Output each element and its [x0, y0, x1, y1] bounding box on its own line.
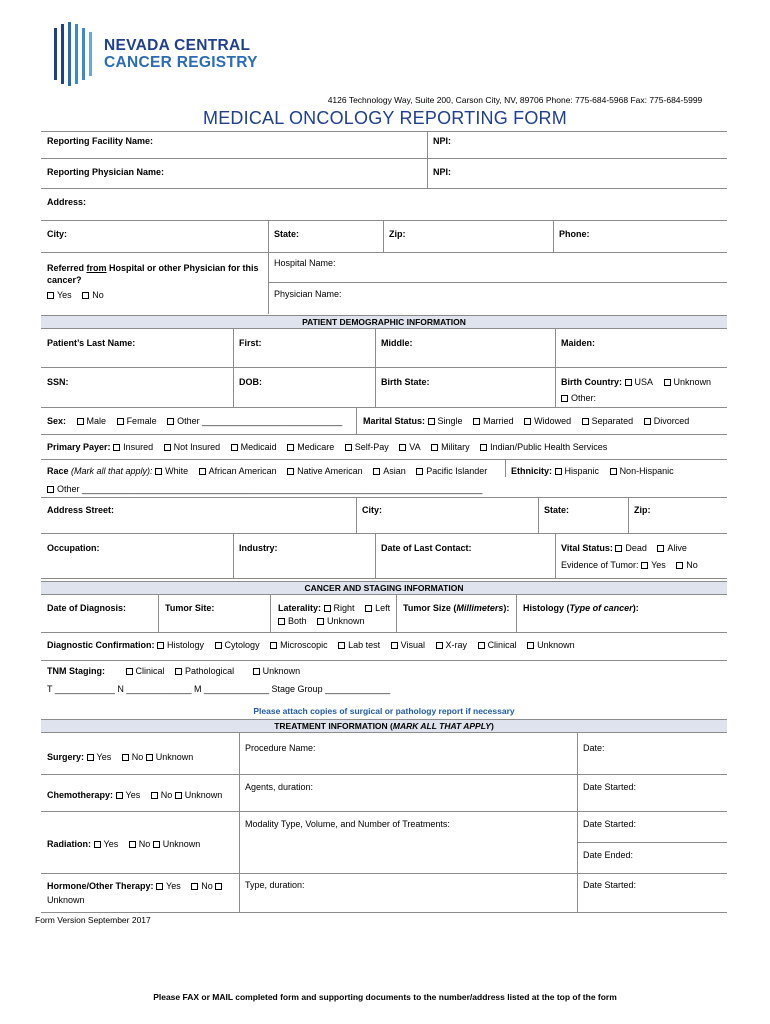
referred-question: Referred from Hospital or other Physician for this	[47, 263, 259, 273]
radiation-row: Radiation: Yes No Unknown	[47, 839, 201, 849]
surgery-date-label: Date:	[583, 743, 605, 753]
last-name-label: Patient’s Last Name:	[47, 338, 136, 348]
hospital-name-label: Hospital Name:	[274, 258, 336, 268]
surgery-row: Surgery: Yes No Unknown	[47, 752, 194, 762]
tnm-line: T ____________ N _____________ M _____________ Stage Group _____________	[47, 684, 391, 694]
address-street-label: Address Street:	[47, 505, 115, 515]
hormone-unknown-label: Unknown	[47, 895, 85, 905]
logo-line1: NEVADA CENTRAL	[104, 37, 251, 54]
radiation-date-started-label: Date Started:	[583, 819, 637, 829]
facility-name-label: Reporting Facility Name:	[47, 136, 154, 146]
payer-medicaid-checkbox[interactable]	[231, 444, 238, 451]
hormone-unknown-checkbox[interactable]	[215, 883, 222, 890]
laterality-unknown-checkbox[interactable]	[317, 618, 324, 625]
confirm-clinical-checkbox[interactable]	[478, 642, 485, 649]
patient-zip-label: Zip:	[634, 505, 651, 515]
last-contact-label: Date of Last Contact:	[381, 543, 472, 553]
registry-logo	[52, 20, 282, 90]
marital-single-checkbox[interactable]	[428, 418, 435, 425]
tumor-size-label: Tumor Size (Millimeters):	[403, 603, 510, 613]
birth-country-row: Birth Country: USA Unknown	[561, 377, 712, 387]
form-title: MEDICAL ONCOLOGY REPORTING FORM	[203, 108, 567, 128]
marital-married-checkbox[interactable]	[473, 418, 480, 425]
radiation-unknown-checkbox[interactable]	[153, 841, 160, 848]
referred-yes-checkbox[interactable]	[47, 292, 54, 299]
patient-state-label: State:	[544, 505, 570, 515]
marital-row: Marital Status: Single Married Widowed Separated Divorced	[363, 416, 690, 426]
confirm-unknown-checkbox[interactable]	[527, 642, 534, 649]
surgery-no-checkbox[interactable]	[122, 754, 129, 761]
occupation-label: Occupation:	[47, 543, 100, 553]
surgery-yes-checkbox[interactable]	[87, 754, 94, 761]
confirm-visual-checkbox[interactable]	[391, 642, 398, 649]
hormone-yes-checkbox[interactable]	[156, 883, 163, 890]
diagnostic-confirmation-row: Diagnostic Confirmation: Histology Cytology Microscopic Lab test Visual X-ray Clinical Unknown	[47, 640, 575, 650]
country-unknown-checkbox[interactable]	[664, 379, 671, 386]
chemo-row: Chemotherapy: Yes No Unknown	[47, 790, 223, 800]
tnm-unknown-checkbox[interactable]	[253, 668, 260, 675]
laterality-both-checkbox[interactable]	[278, 618, 285, 625]
chemo-yes-checkbox[interactable]	[116, 792, 123, 799]
marital-divorced-checkbox[interactable]	[644, 418, 651, 425]
attach-note: Please attach copies of surgical or pathology report if necessary	[253, 706, 515, 716]
type-duration-label: Type, duration:	[245, 880, 305, 890]
radiation-date-ended-label: Date Ended:	[583, 850, 634, 860]
referred-question-2: cancer?	[47, 275, 82, 285]
surgery-unknown-checkbox[interactable]	[146, 754, 153, 761]
vital-dead-checkbox[interactable]	[615, 545, 622, 552]
sex-female-checkbox[interactable]	[117, 418, 124, 425]
payer-selfpay-checkbox[interactable]	[345, 444, 352, 451]
laterality-row-2: Both Unknown	[278, 616, 365, 627]
payer-not-insured-checkbox[interactable]	[164, 444, 171, 451]
laterality-right-checkbox[interactable]	[324, 605, 331, 612]
footer-instruction: Please FAX or MAIL completed form and supporting documents to the number/address listed at the top of the form	[153, 992, 617, 1002]
first-name-label: First:	[239, 338, 262, 348]
procedure-name-label: Procedure Name:	[245, 743, 316, 753]
vital-alive-checkbox[interactable]	[657, 545, 664, 552]
phone-label: Phone:	[559, 229, 590, 239]
marital-separated-checkbox[interactable]	[582, 418, 589, 425]
evidence-yes-checkbox[interactable]	[641, 562, 648, 569]
confirm-cytology-checkbox[interactable]	[215, 642, 222, 649]
confirm-histology-checkbox[interactable]	[157, 642, 164, 649]
evidence-row: Evidence of Tumor: Yes No	[561, 560, 698, 570]
npi-label-2: NPI:	[433, 167, 451, 177]
chemo-no-checkbox[interactable]	[151, 792, 158, 799]
maiden-name-label: Maiden:	[561, 338, 596, 348]
treatment-band: TREATMENT INFORMATION (MARK ALL THAT APPLY)	[41, 719, 727, 733]
referring-physician-label: Physician Name:	[274, 289, 342, 299]
ssn-label: SSN:	[47, 377, 69, 387]
industry-label: Industry:	[239, 543, 278, 553]
payer-row: Primary Payer: Insured Not Insured Medicaid Medicare Self-Pay VA Military Indian/Public Health Services	[47, 442, 608, 452]
payer-medicare-checkbox[interactable]	[287, 444, 294, 451]
birth-country-other: Other:	[561, 393, 596, 404]
birth-state-label: Birth State:	[381, 377, 430, 387]
dob-label: DOB:	[239, 377, 262, 387]
confirm-xray-checkbox[interactable]	[436, 642, 443, 649]
vital-status-row: Vital Status: Dead Alive	[561, 543, 687, 553]
state-label: State:	[274, 229, 300, 239]
form-version: Form Version September 2017	[35, 915, 151, 925]
hormone-date-started-label: Date Started:	[583, 880, 637, 890]
referred-no-checkbox[interactable]	[82, 292, 89, 299]
race-other-checkbox[interactable]	[47, 486, 54, 493]
histology-label: Histology (Type of cancer):	[523, 603, 639, 613]
middle-name-label: Middle:	[381, 338, 413, 348]
referred-options: Yes No	[47, 290, 104, 301]
payer-military-checkbox[interactable]	[431, 444, 438, 451]
hormone-row: Hormone/Other Therapy: Yes No	[47, 881, 225, 892]
sex-male-checkbox[interactable]	[77, 418, 84, 425]
country-other-checkbox[interactable]	[561, 395, 568, 402]
payer-insured-checkbox[interactable]	[113, 444, 120, 451]
physician-name-label: Reporting Physician Name:	[47, 167, 165, 177]
race-pacific-checkbox[interactable]	[416, 468, 423, 475]
evidence-no-checkbox[interactable]	[676, 562, 683, 569]
chemo-date-started-label: Date Started:	[583, 782, 637, 792]
chemo-unknown-checkbox[interactable]	[175, 792, 182, 799]
radiation-no-checkbox[interactable]	[129, 841, 136, 848]
npi-label-1: NPI:	[433, 136, 451, 146]
city-label: City:	[47, 229, 67, 239]
modality-label: Modality Type, Volume, and Number of Treatments:	[245, 819, 450, 829]
address-label: Address:	[47, 197, 87, 207]
patient-city-label: City:	[362, 505, 382, 515]
payer-indian-checkbox[interactable]	[480, 444, 487, 451]
tnm-pathological-checkbox[interactable]	[175, 668, 182, 675]
logo-bars-icon	[52, 20, 100, 90]
race-row: Race (Mark all that apply): White African American Native American Asian Pacific Islander	[47, 466, 488, 476]
sex-row: Sex: Male Female Other ____________________________	[47, 416, 343, 426]
race-other-row: Other ________________________________________________________________________________	[47, 484, 482, 495]
marital-widowed-checkbox[interactable]	[524, 418, 531, 425]
ethnicity-row: Ethnicity: Hispanic Non-Hispanic	[511, 466, 674, 476]
staging-band: CANCER AND STAGING INFORMATION	[41, 581, 727, 595]
sex-other-checkbox[interactable]	[167, 418, 174, 425]
tnm-clinical-checkbox[interactable]	[126, 668, 133, 675]
confirm-microscopic-checkbox[interactable]	[270, 642, 277, 649]
tumor-site-label: Tumor Site:	[165, 603, 215, 613]
race-white-checkbox[interactable]	[155, 468, 162, 475]
registry-address: 4126 Technology Way, Suite 200, Carson City, NV, 89706 Phone: 775-684-5968 Fax: 775-684-5999	[327, 95, 703, 105]
ethnicity-nonhispanic-checkbox[interactable]	[610, 468, 617, 475]
radiation-yes-checkbox[interactable]	[94, 841, 101, 848]
agents-label: Agents, duration:	[245, 782, 314, 792]
laterality-left-checkbox[interactable]	[365, 605, 372, 612]
hormone-no-checkbox[interactable]	[191, 883, 198, 890]
race-native-checkbox[interactable]	[287, 468, 294, 475]
demographic-band: PATIENT DEMOGRAPHIC INFORMATION	[41, 315, 727, 329]
zip-label: Zip:	[389, 229, 406, 239]
ethnicity-hispanic-checkbox[interactable]	[555, 468, 562, 475]
country-usa-checkbox[interactable]	[625, 379, 632, 386]
dx-date-label: Date of Diagnosis:	[47, 603, 127, 613]
tnm-row: TNM Staging: Clinical Pathological Unknown	[47, 666, 301, 676]
payer-va-checkbox[interactable]	[399, 444, 406, 451]
race-african-checkbox[interactable]	[199, 468, 206, 475]
confirm-labtest-checkbox[interactable]	[338, 642, 345, 649]
laterality-row: Laterality: Right Left	[278, 603, 391, 613]
race-asian-checkbox[interactable]	[373, 468, 380, 475]
logo-line2: CANCER REGISTRY	[104, 54, 258, 71]
